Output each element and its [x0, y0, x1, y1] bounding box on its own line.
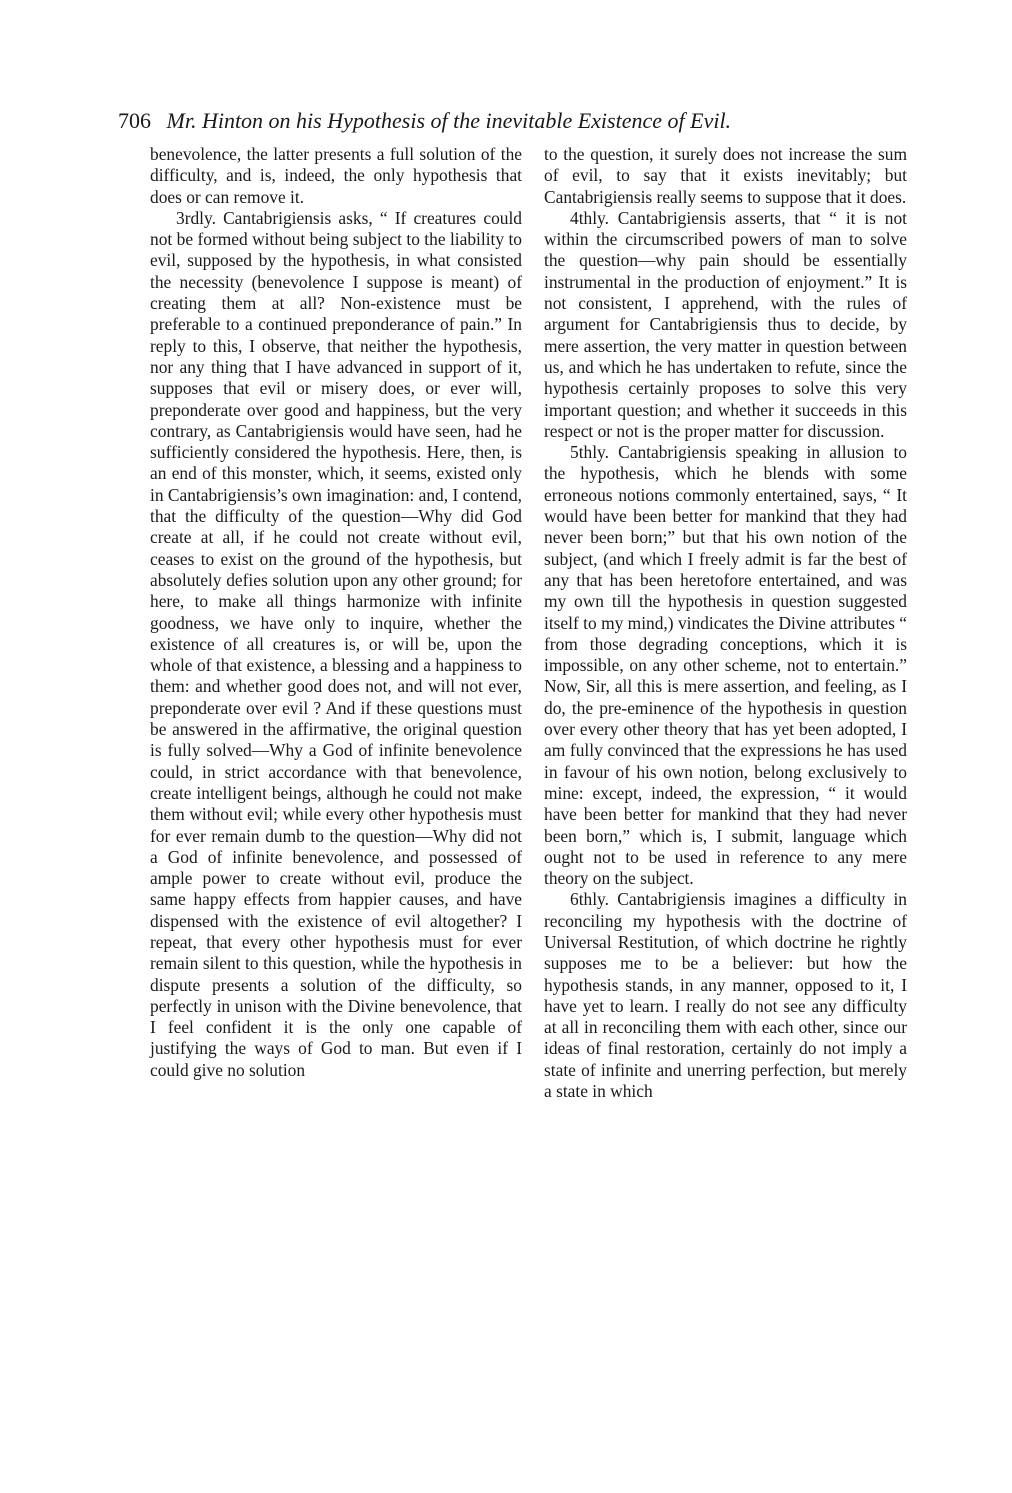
left-column: [150, 144, 522, 1081]
paragraph: to the question, it surely does not increase the sum of evil, to say that it exists inevitably; but Cantabrigiensis really seems to suppose that it does.: [544, 144, 907, 207]
running-title: Mr. Hinton on his Hypothesis of the inevitable Existence of Evil.: [166, 108, 732, 133]
paragraph: 5thly. Cantabrigiensis speaking in allusion to the hypothesis, which he blends with some erroneous notions commonly entertained, says, “ It would have been better for mankind that they had never been born;” but that his own notion of the subject, (and which I freely admit is far the best of any that has been heretofore entertained, and was my own till the hypothesis in question suggested itself to my mind,) vindicates the Divine attributes “ from those degrading conceptions, which it is impossible, on any other scheme, not to entertain.” Now, Sir, all this is mere assertion, and feeling, as I do, the pre-eminence of the hypothesis in question over every other theory that has yet been adopted, I am fully convinced that the expressions he has used in favour of his own notion, belong exclusively to mine: except, indeed, the expression, “ it would have been better for mankind that they had never been born,” which is, I submit, language which ought not to be used in reference to any mere theory on the subject.: [544, 442, 907, 889]
page-number: 706: [118, 108, 151, 133]
paragraph: 3rdly. Cantabrigiensis asks, “ If creatures could not be formed without being subject to the liability to evil, supposed by the hypothesis, in what consisted the necessity (benevolence I suppose is meant) of creating them at all? Non-existence must be preferable to a continued preponderance of pain.” In reply to this, I observe, that neither the hypothesis, nor any thing that I have advanced in support of it, supposes that evil or misery does, or ever will, preponderate over good and happiness, but the very contrary, as Cantabrigiensis would have seen, had he sufficiently considered the hypothesis. Here, then, is an end of this monster, which, it seems, existed only in Cantabrigiensis’s own imagination: and, I contend, that the difficulty of the question—Why did God create at all, if he could not create without evil, ceases to exist on the ground of the hypothesis, but absolutely defies solution upon any other ground; for here, to make all things harmonize with infinite goodness, we have only to inquire, whether the existence of all creatures is, or will be, upon the whole of that existence, a blessing and a happiness to them: and whether good does not, and will not ever, preponderate over evil ? And if these questions must be answered in the affirmative, the original question is fully solved—Why a God of infinite benevolence could, in strict accordance with that benevolence, create intelligent beings, although he could not make them without evil; while every other hypothesis must for ever remain dumb to the question—Why did not a God of infinite benevolence, and possessed of ample power to create without evil, produce the same happy effects from happier causes, and have dispensed with the existence of evil altogether? I repeat, that every other hypothesis must for ever remain silent to this question, while the hypothesis in dispute presents a solution of the difficulty, so perfectly in unison with the Divine benevolence, that I feel confident it is the only one capable of justifying the ways of God to man. But even if I could give no solution: [150, 207, 522, 1080]
right-column: [544, 144, 907, 1102]
paragraph: 6thly. Cantabrigiensis imagines a difficulty in reconciling my hypothesis with the doctrine of Universal Restitution, of which doctrine he rightly supposes me to be a believer: but how the hypothesis stands, in any manner, opposed to it, I have yet to learn. I really do not see any difficulty at all in reconciling them with each other, since our ideas of final restoration, certainly do not imply a state of infinite and unerring perfection, but merely a state in which: [544, 889, 907, 1102]
paragraph: 4thly. Cantabrigiensis asserts, that “ it is not within the circumscribed powers of man to solve the question—why pain should be essentially instrumental in the production of enjoyment.” It is not consistent, I apprehend, with the rules of argument for Cantabrigiensis thus to decide, by mere assertion, the very matter in question between us, and which he has undertaken to refute, since the hypothesis certainly proposes to solve this very important question; and whether it succeeds in this respect or not is the proper matter for discussion.: [544, 207, 907, 441]
paragraph: benevolence, the latter presents a full solution of the difficulty, and is, indeed, the only hypothesis that does or can remove it.: [150, 144, 522, 207]
running-header: [118, 107, 878, 135]
